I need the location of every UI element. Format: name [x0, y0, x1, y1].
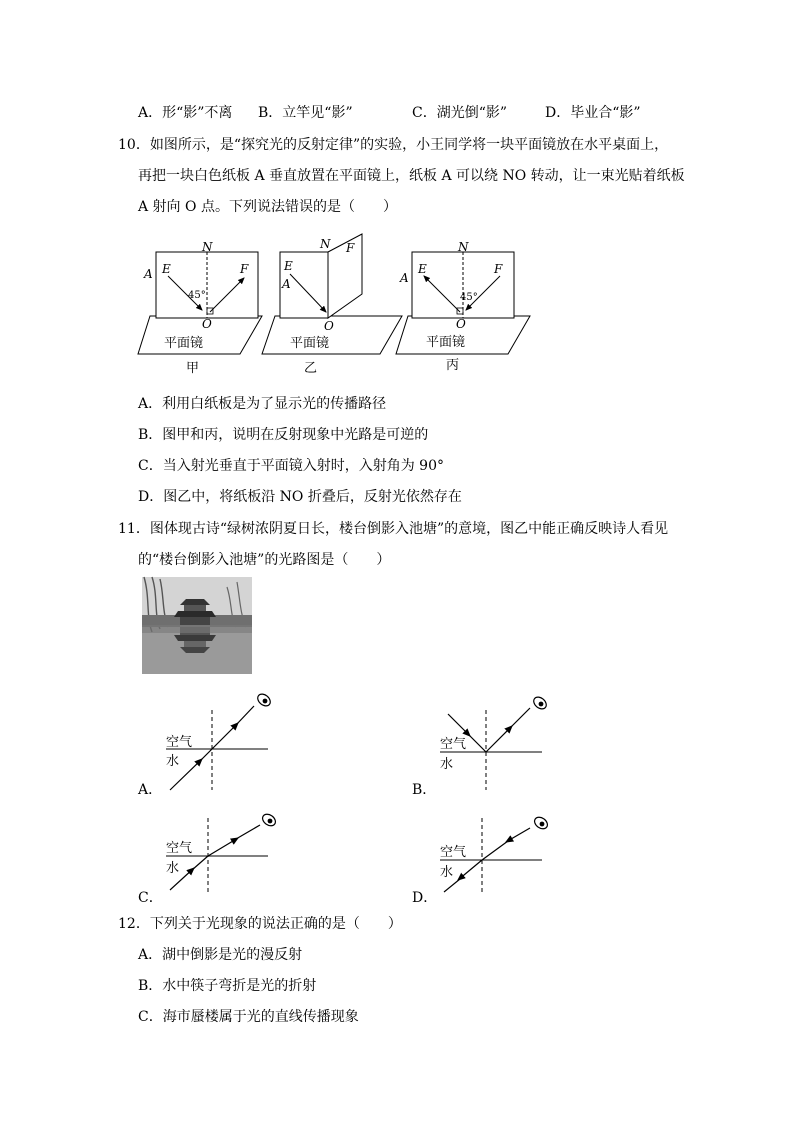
label-O-jia: O — [202, 317, 212, 331]
label-E-yi: E — [284, 259, 293, 273]
option-label-b: B． — [412, 782, 437, 798]
label-angle-bing: 45° — [460, 292, 478, 303]
figure-bing — [396, 240, 530, 373]
air-label-a: 空气 — [166, 735, 193, 750]
water-label-a: 水 — [166, 754, 180, 769]
label-E-bing: E — [418, 262, 427, 276]
eye-icon — [531, 695, 548, 712]
pavilion-reflection-photo — [142, 577, 252, 674]
mirror-label-bing: 平面镜 — [426, 335, 466, 350]
q12-stem: 12．下列关于光现象的说法正确的是（ ） — [118, 916, 402, 932]
option-label-d: D． — [412, 890, 438, 906]
q10-option-c: C．当入射光垂直于平面镜入射时，入射角为 90° — [138, 458, 444, 474]
diagram-b — [412, 695, 549, 798]
q9-option-d: D．毕业合“影” — [545, 105, 641, 121]
q12-option-b: B．水中筷子弯折是光的折射 — [138, 978, 317, 994]
label-F-yi: F — [346, 241, 355, 255]
mirror-label-jia: 平面镜 — [164, 336, 204, 351]
label-N-bing: N — [458, 240, 469, 254]
label-A-bing: A — [400, 271, 409, 285]
water-label-d: 水 — [440, 865, 454, 880]
label-A-yi: A — [282, 277, 291, 291]
label-E-jia: E — [162, 262, 171, 276]
q10-option-d: D．图乙中，将纸板沿 NO 折叠后，反射光依然存在 — [138, 489, 462, 505]
air-label-b: 空气 — [440, 737, 467, 752]
label-F-bing: F — [494, 262, 503, 276]
diagram-c — [138, 812, 278, 906]
figure-jia — [138, 240, 262, 376]
label-N-jia: N — [202, 240, 213, 254]
eye-icon — [260, 812, 277, 828]
q10-stem-line2: 再把一块白色纸板 A 垂直放置在平面镜上，纸板 A 可以绕 NO 转动，让一束光贴着纸板 — [138, 168, 685, 184]
caption-yi: 乙 — [304, 361, 318, 376]
option-label-c: C． — [138, 890, 163, 906]
q11-ray-diagrams — [136, 690, 556, 905]
eye-icon — [532, 815, 549, 831]
q12-option-a: A．湖中倒影是光的漫反射 — [138, 947, 303, 963]
figure-yi — [262, 234, 402, 376]
q10-option-a: A．利用白纸板是为了显示光的传播路径 — [138, 396, 387, 412]
q10-stem-line3: A 射向 O 点。下列说法错误的是（ ） — [138, 199, 397, 215]
label-angle-jia: 45° — [188, 290, 206, 301]
eye-icon — [255, 692, 272, 709]
caption-jia: 甲 — [186, 361, 200, 376]
label-F-jia: F — [240, 262, 249, 276]
label-O-bing: O — [456, 317, 466, 331]
q9-option-b: B．立竿见“影” — [258, 105, 353, 121]
q11-stem-line1: 11．图体现古诗“绿树浓阴夏日长，楼台倒影入池塘”的意境，图乙中能正确反映诗人看见 — [118, 521, 669, 537]
q12-option-c: C．海市蜃楼属于光的直线传播现象 — [138, 1009, 359, 1025]
q10-reflection-figure — [140, 236, 540, 376]
mirror-label-yi: 平面镜 — [290, 336, 330, 351]
caption-bing: 丙 — [446, 358, 460, 373]
q9-option-a: A．形“影”不离 — [138, 105, 233, 121]
option-label-a: A． — [138, 782, 163, 798]
water-label-c: 水 — [166, 861, 180, 876]
q10-stem-line1: 10．如图所示，是“探究光的反射定律”的实验，小王同学将一块平面镜放在水平桌面上， — [118, 137, 669, 153]
q10-option-b: B．图甲和丙，说明在反射现象中光路是可逆的 — [138, 427, 429, 443]
label-O-yi: O — [324, 319, 334, 333]
diagram-a — [137, 692, 273, 798]
diagram-d — [412, 815, 550, 906]
label-N-yi: N — [320, 237, 331, 251]
q11-stem-line2: 的“楼台倒影入池塘”的光路图是（ ） — [138, 552, 391, 568]
q9-option-c: C．湖光倒“影” — [412, 105, 508, 121]
air-label-c: 空气 — [166, 841, 193, 856]
label-A-jia: A — [144, 267, 153, 281]
water-label-b: 水 — [440, 757, 454, 772]
air-label-d: 空气 — [440, 845, 467, 860]
